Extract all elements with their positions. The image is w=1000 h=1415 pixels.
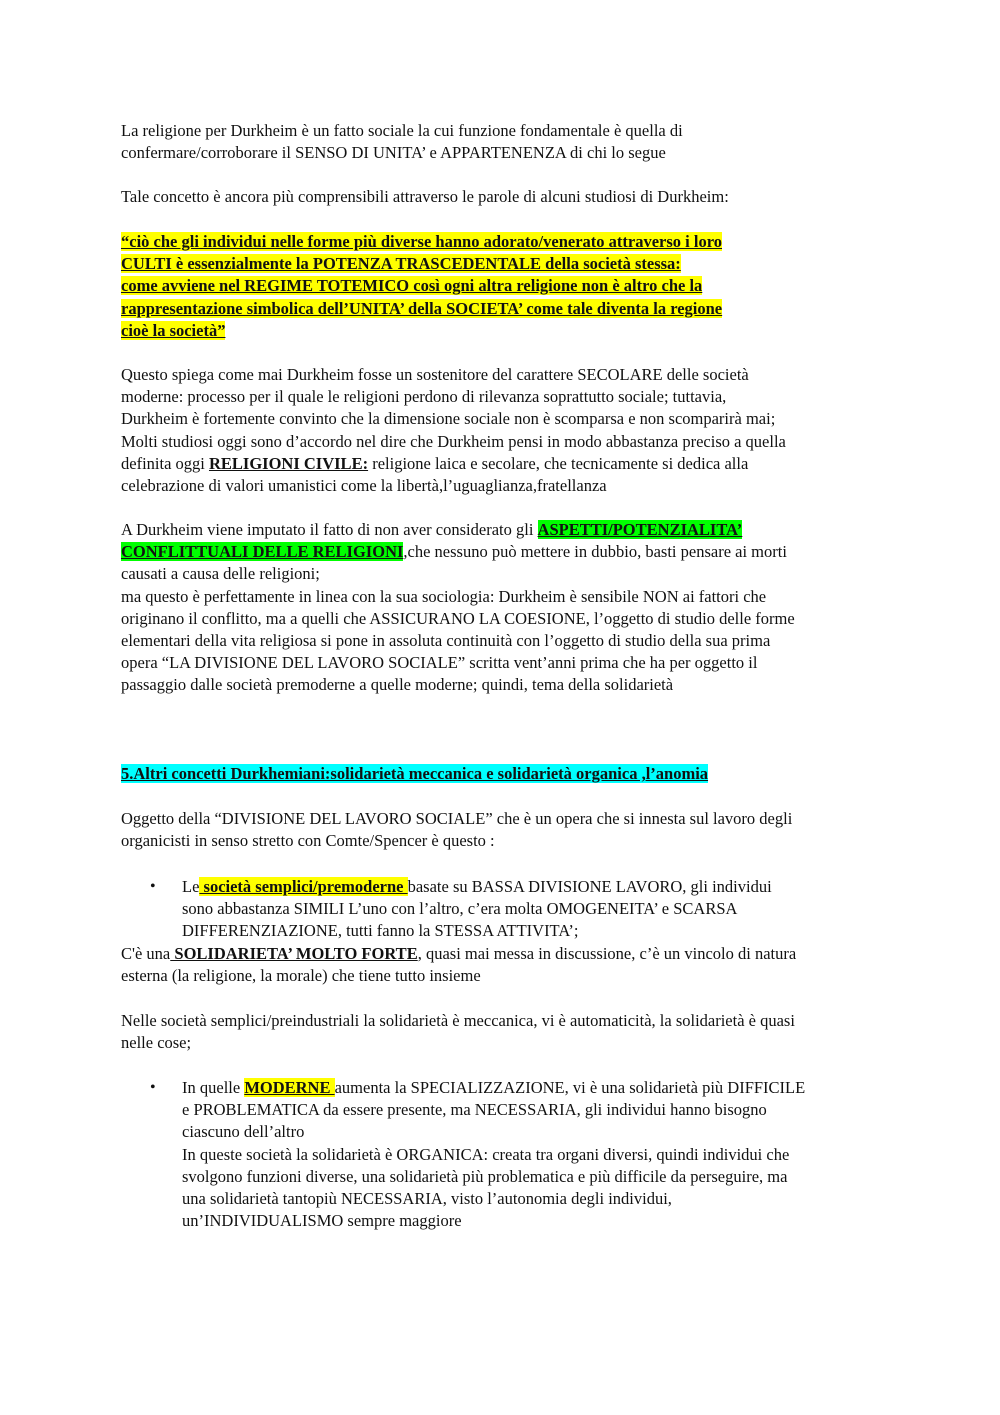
text-line: DIFFERENZIAZIONE, tutti fanno la STESSA ATTIVITA’; [182,921,579,941]
text-fragment: ,che nessuno può mettere in dubbio, basti pensare ai morti [403,542,787,562]
text-line: ciascuno dell’altro [182,1122,305,1142]
text-line: nelle cose; [121,1033,192,1053]
text-line: Questo spiega come mai Durkheim fosse un sostenitore del carattere SECOLARE delle società [121,365,749,384]
text-fragment: In quelle [182,1078,245,1097]
text-line: In queste società la solidarietà è ORGANICA: creata tra organi diversi, quindi individui che [182,1144,790,1164]
text-fragment: religione laica e secolare, che tecnicamente si dedica alla [368,453,749,473]
text-line: ma questo è perfettamente in linea con la sua sociologia: Durkheim è sensibile NON ai fattori che [121,586,767,606]
section-heading [121,763,891,785]
text-line: una solidarietà tantopiù NECESSARIA, visto l’autonomia degli individui, [182,1189,672,1209]
quote-line: “ciò che gli individui nelle forme più diverse hanno adorato/venerato attraverso i loro [121,232,722,251]
highlight-conflict-religions: CONFLITTUALI DELLE RELIGIONI [121,542,404,562]
text-line: opera “LA DIVISIONE DEL LAVORO SOCIALE” scritta vent’anni prima che ha per oggetto il [121,653,758,673]
text-line [182,1077,892,1099]
text-line [182,876,892,898]
text-line [121,943,891,965]
quote-line: cioè la società” [121,320,226,340]
paragraph-division-of-labour [121,808,891,852]
text-line [121,519,891,541]
text-line: e PROBLEMATICA da essere presente, ma NECESSARIA, gli individui hanno bisogno [182,1100,767,1120]
bullet-icon: • [150,878,156,895]
text-line: causati a causa delle religioni; [121,564,320,584]
paragraph-religion-definition [121,120,891,164]
term-civil-religion: RELIGIONI CIVILE: [208,453,369,473]
paragraph-conflict-aspects [121,519,891,697]
text-line [121,453,891,475]
text-fragment: Le [182,877,200,896]
text-line: Nelle società semplici/preindustriali la solidarietà è meccanica, vi è automaticità, la solidarietà è quasi [121,1011,795,1030]
highlight-conflict-aspects: ASPETTI/POTENZIALITA’ [537,520,743,539]
text-line: confermare/corroborare il SENSO DI UNITA’ e APPARTENENZA di chi lo segue [121,143,666,163]
text-fragment: , quasi mai messa in discussione, c’è un vincolo di natura [417,944,797,963]
highlight-simple-societies: società semplici/premoderne [199,877,408,896]
text-line: Oggetto della “DIVISIONE DEL LAVORO SOCIALE” che è un opera che si innesta sul lavoro degli [121,809,793,828]
text-line: sono abbastanza SIMILI L’uno con l’altro, c’era molta OMOGENEITA’ e SCARSA [182,899,738,919]
quote-block [121,231,891,342]
paragraph-intro-quote [121,186,891,208]
text-line: La religione per Durkheim è un fatto sociale la cui funzione fondamentale è quella di [121,121,683,140]
paragraph-strong-solidarity [121,943,891,987]
paragraph-mechanical-solidarity [121,1010,891,1054]
text-fragment: basate su BASSA DIVISIONE LAVORO, gli individui [407,877,772,896]
bullet-icon: • [150,1079,156,1096]
text-line: Molti studiosi oggi sono d’accordo nel dire che Durkheim pensi in modo abbastanza preciso a quella [121,431,786,451]
text-fragment: C'è una [121,944,171,963]
text-line: svolgono funzioni diverse, una solidarietà più problematica e più difficile da perseguire, ma [182,1166,788,1186]
text-line: passaggio dalle società premoderne a quelle moderne; quindi, tema della solidarietà [121,675,674,695]
highlight-modern: MODERNE [244,1078,335,1097]
quote-line: rappresentazione simbolica dell’UNITA’ della SOCIETA’ come tale diventa la regione [121,298,723,318]
text-line: elementari della vita religiosa si pone in assoluta continuità con l’oggetto di studio della sua prima [121,631,771,651]
text-fragment: definita oggi [121,453,209,473]
text-line [121,541,891,563]
quote-line: CULTI è essenzialmente la POTENZA TRASCEDENTALE della società stessa: [121,254,681,274]
text-line: un’INDIVIDUALISMO sempre maggiore [182,1211,462,1231]
text-fragment: A Durkheim viene imputato il fatto di non aver considerato gli [121,520,538,539]
text-fragment: aumenta la SPECIALIZZAZIONE, vi è una solidarietà più DIFFICILE [334,1078,806,1097]
text-line: organicisti in senso stretto con Comte/Spencer è questo : [121,831,495,851]
quote-line: come avviene nel REGIME TOTEMICO così ogni altra religione non è altro che la [121,276,703,296]
text-line: moderne: processo per il quale le religioni perdono di rilevanza soprattutto sociale; tuttavia, [121,387,727,407]
section-heading-text: 5.Altri concetti Durkhemiani:solidarietà meccanica e solidarietà organica ,l’anomia [121,764,709,783]
text-line: originano il conflitto, ma a quelli che ASSICURANO LA COESIONE, l’oggetto di studio delle forme [121,608,795,628]
text-line: esterna (la religione, la morale) che tiene tutto insieme [121,966,481,986]
bullet-text [182,876,892,943]
text-line: Durkheim è fortemente convinto che la dimensione sociale non è scomparsa e non scomparirà mai; [121,409,776,429]
text-line: celebrazione di valori umanistici come la libertà,l’uguaglianza,fratellanza [121,476,607,496]
paragraph-secular-character [121,364,891,497]
bullet-text [182,1077,892,1232]
text-line: Tale concetto è ancora più comprensibili attraverso le parole di alcuni studiosi di Durkheim: [121,187,729,206]
term-strong-solidarity: SOLIDARIETA’ MOLTO FORTE [170,944,418,963]
